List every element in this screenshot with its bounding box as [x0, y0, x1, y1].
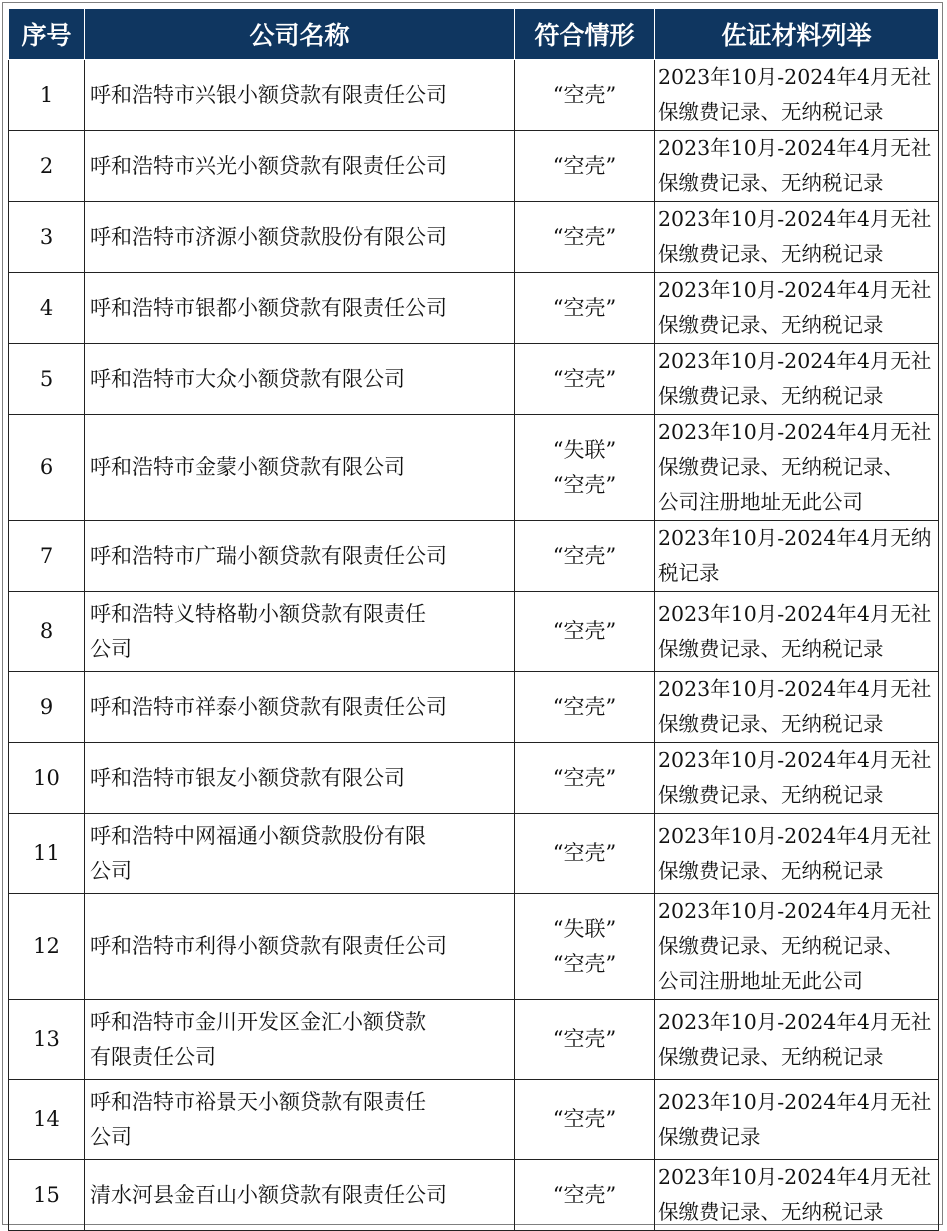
header-serial-number: 序号: [9, 9, 85, 60]
evidence-cell-line: 公司注册地址无此公司: [658, 969, 863, 993]
company-name-cell: [85, 415, 515, 521]
situation-cell-line: “空壳”: [552, 153, 617, 178]
company-table: [8, 8, 939, 1231]
table-row: [9, 1000, 939, 1080]
situation-cell: [515, 894, 655, 1000]
company-name-cell-line: 呼和浩特市广瑞小额贷款有限责任公司: [90, 543, 447, 568]
company-name-cell: [85, 1080, 515, 1160]
serial-number-cell: 5: [9, 344, 85, 415]
table-row: [9, 672, 939, 743]
company-name-cell-line: 呼和浩特市利得小额贷款有限责任公司: [90, 934, 447, 958]
table-row: [9, 344, 939, 415]
evidence-cell: [655, 60, 939, 131]
evidence-cell-line: 2023年10月-2024年4月无社: [658, 1165, 932, 1189]
company-name-cell-line: 呼和浩特市济源小额贷款股份有限公司: [90, 224, 447, 249]
serial-number-cell: 15: [9, 1160, 85, 1231]
situation-cell-line: “空壳”: [552, 619, 617, 643]
situation-cell: [515, 131, 655, 202]
evidence-cell: [655, 273, 939, 344]
situation-cell-line: “空壳”: [552, 765, 617, 790]
situation-cell: [515, 521, 655, 592]
situation-cell: [515, 743, 655, 814]
company-name-cell: [85, 1160, 515, 1231]
company-name-cell-line: 呼和浩特市银友小额贷款有限公司: [90, 765, 405, 790]
evidence-cell-line: 税记录: [658, 561, 720, 585]
situation-cell-line: “空壳”: [552, 1027, 617, 1051]
evidence-cell-line: 2023年10月-2024年4月无社: [658, 207, 932, 231]
evidence-cell: [655, 131, 939, 202]
evidence-cell-line: 保缴费记录、无纳税记录: [658, 242, 884, 266]
evidence-cell: [655, 592, 939, 672]
serial-number-cell: 3: [9, 202, 85, 273]
evidence-cell-line: 2023年10月-2024年4月无社: [658, 823, 932, 848]
evidence-cell: [655, 521, 939, 592]
evidence-cell: [655, 814, 939, 894]
evidence-cell-line: 2023年10月-2024年4月无社: [658, 1009, 932, 1034]
company-name-cell-line: 呼和浩特市兴光小额贷款有限责任公司: [90, 153, 447, 178]
evidence-cell: [655, 1160, 939, 1231]
evidence-cell-line: 2023年10月-2024年4月无社: [658, 677, 932, 701]
table-row: [9, 743, 939, 814]
situation-cell-line: “空壳”: [552, 841, 617, 865]
company-name-cell-line: 呼和浩特市金川开发区金汇小额贷款: [90, 1009, 426, 1034]
company-name-cell: [85, 814, 515, 894]
serial-number-cell: 14: [9, 1080, 85, 1160]
situation-cell: [515, 1080, 655, 1160]
company-name-cell: [85, 60, 515, 131]
company-name-cell-line: 清水河县金百山小额贷款有限责任公司: [90, 1182, 447, 1207]
table-row: [9, 131, 939, 202]
header-company-name: 公司名称: [85, 9, 515, 60]
table-header-row: [9, 9, 939, 60]
situation-cell-line: “失联”: [552, 437, 617, 462]
situation-cell-line: “空壳”: [552, 694, 617, 719]
evidence-cell-line: 保缴费记录、无纳税记录: [658, 1044, 884, 1069]
situation-cell-line: “空壳”: [552, 82, 617, 107]
evidence-cell-line: 2023年10月-2024年4月无社: [658, 420, 932, 444]
situation-cell-line: “空壳”: [552, 1107, 617, 1131]
situation-cell-line: “空壳”: [552, 224, 617, 249]
company-name-cell-line: 呼和浩特市金蒙小额贷款有限公司: [90, 455, 405, 479]
situation-cell-line: “失联”: [552, 916, 617, 941]
company-name-cell-line: 公司: [90, 636, 132, 661]
evidence-cell-line: 保缴费记录、无纳税记录、: [658, 934, 904, 958]
company-name-cell: [85, 1000, 515, 1080]
company-name-cell: [85, 894, 515, 1000]
evidence-cell: [655, 1080, 939, 1160]
header-situation: 符合情形: [515, 9, 655, 60]
evidence-cell-line: 2023年10月-2024年4月无社: [658, 349, 932, 373]
company-name-cell: [85, 672, 515, 743]
company-name-cell: [85, 131, 515, 202]
serial-number-cell: 6: [9, 415, 85, 521]
company-name-cell: [85, 743, 515, 814]
table-row: [9, 1160, 939, 1231]
situation-cell: [515, 1000, 655, 1080]
serial-number-cell: 4: [9, 273, 85, 344]
situation-cell-line: “空壳”: [552, 1182, 617, 1207]
evidence-cell-line: 保缴费记录、无纳税记录: [658, 384, 884, 408]
company-name-cell-line: 呼和浩特中网福通小额贷款股份有限: [90, 823, 426, 848]
evidence-cell-line: 2023年10月-2024年4月无社: [658, 601, 932, 626]
company-name-cell-line: 呼和浩特市银都小额贷款有限责任公司: [90, 295, 447, 320]
serial-number-cell: 8: [9, 592, 85, 672]
evidence-cell: [655, 1000, 939, 1080]
evidence-cell-line: 2023年10月-2024年4月无社: [658, 278, 932, 302]
situation-cell: [515, 1160, 655, 1231]
serial-number-cell: 12: [9, 894, 85, 1000]
situation-cell-line: “空壳”: [552, 295, 617, 320]
evidence-cell-line: 2023年10月-2024年4月无社: [658, 65, 932, 89]
table-row: [9, 1080, 939, 1160]
evidence-cell-line: 保缴费记录、无纳税记录: [658, 636, 884, 661]
evidence-cell: [655, 894, 939, 1000]
header-evidence: 佐证材料列举: [655, 9, 939, 60]
serial-number-cell: 11: [9, 814, 85, 894]
table-row: [9, 60, 939, 131]
evidence-cell-line: 保缴费记录、无纳税记录: [658, 100, 884, 124]
evidence-cell: [655, 672, 939, 743]
table-row: [9, 814, 939, 894]
table-row: [9, 415, 939, 521]
situation-cell: [515, 344, 655, 415]
table-row: [9, 894, 939, 1000]
evidence-cell-line: 保缴费记录、无纳税记录: [658, 1200, 884, 1224]
situation-cell-line: “空壳”: [552, 951, 617, 976]
company-name-cell-line: 呼和浩特义特格勒小额贷款有限责任: [90, 601, 426, 626]
evidence-cell-line: 保缴费记录、无纳税记录: [658, 313, 884, 337]
evidence-cell-line: 2023年10月-2024年4月无社: [658, 136, 932, 160]
company-name-cell-line: 呼和浩特市裕景天小额贷款有限责任: [90, 1089, 426, 1114]
company-name-cell-line: 呼和浩特市祥泰小额贷款有限责任公司: [90, 694, 447, 719]
evidence-cell-line: 2023年10月-2024年4月无社: [658, 1089, 932, 1114]
company-name-cell-line: 呼和浩特市大众小额贷款有限公司: [90, 366, 405, 391]
company-name-cell-line: 公司: [90, 1124, 132, 1149]
evidence-cell-line: 保缴费记录、无纳税记录: [658, 783, 884, 807]
company-name-cell-line: 公司: [90, 858, 132, 883]
evidence-cell-line: 公司注册地址无此公司: [658, 490, 863, 514]
situation-cell-line: “空壳”: [552, 366, 617, 391]
evidence-cell: [655, 344, 939, 415]
serial-number-cell: 7: [9, 521, 85, 592]
serial-number-cell: 2: [9, 131, 85, 202]
evidence-cell: [655, 743, 939, 814]
company-name-cell-line: 呼和浩特市兴银小额贷款有限责任公司: [90, 82, 447, 107]
evidence-cell-line: 2023年10月-2024年4月无社: [658, 748, 932, 772]
table-row: [9, 273, 939, 344]
situation-cell: [515, 60, 655, 131]
evidence-cell: [655, 202, 939, 273]
evidence-cell-line: 2023年10月-2024年4月无纳: [658, 526, 932, 550]
situation-cell: [515, 273, 655, 344]
company-name-cell: [85, 273, 515, 344]
company-name-cell: [85, 344, 515, 415]
table-row: [9, 592, 939, 672]
situation-cell-line: “空壳”: [552, 543, 617, 568]
evidence-cell: [655, 415, 939, 521]
company-name-cell: [85, 202, 515, 273]
table-row: [9, 202, 939, 273]
serial-number-cell: 1: [9, 60, 85, 131]
situation-cell: [515, 814, 655, 894]
evidence-cell-line: 保缴费记录: [658, 1124, 761, 1149]
situation-cell-line: “空壳”: [552, 472, 617, 497]
situation-cell: [515, 592, 655, 672]
serial-number-cell: 9: [9, 672, 85, 743]
table-row: [9, 521, 939, 592]
serial-number-cell: 10: [9, 743, 85, 814]
evidence-cell-line: 保缴费记录、无纳税记录: [658, 858, 884, 883]
evidence-cell-line: 2023年10月-2024年4月无社: [658, 899, 932, 923]
situation-cell: [515, 672, 655, 743]
evidence-cell-line: 保缴费记录、无纳税记录: [658, 171, 884, 195]
situation-cell: [515, 202, 655, 273]
company-name-cell-line: 有限责任公司: [90, 1044, 216, 1069]
situation-cell: [515, 415, 655, 521]
evidence-cell-line: 保缴费记录、无纳税记录、: [658, 455, 904, 479]
evidence-cell-line: 保缴费记录、无纳税记录: [658, 712, 884, 736]
company-name-cell: [85, 592, 515, 672]
company-name-cell: [85, 521, 515, 592]
serial-number-cell: 13: [9, 1000, 85, 1080]
